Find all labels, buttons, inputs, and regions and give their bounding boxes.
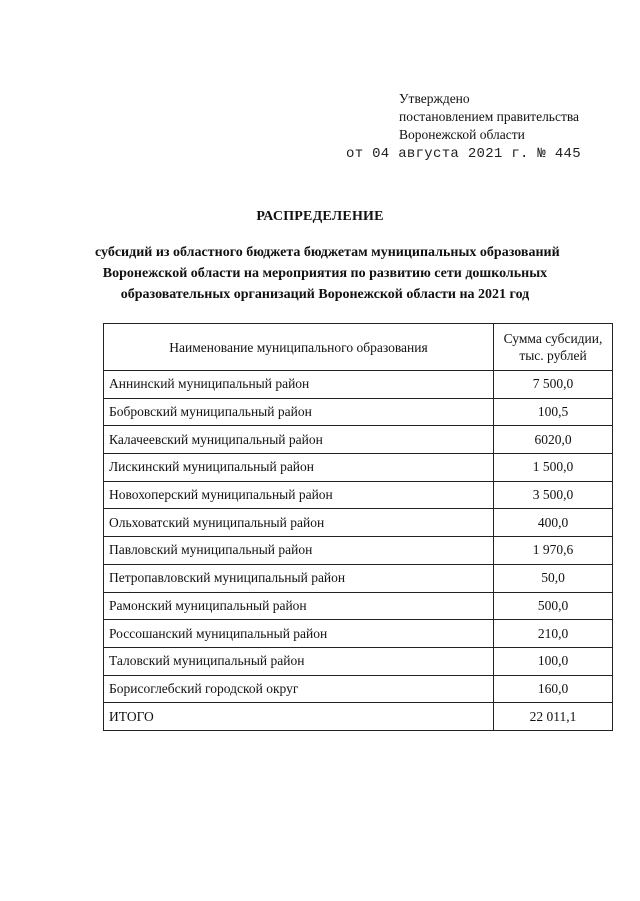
municipality-name: Таловский муниципальный район — [104, 647, 494, 675]
table-row — [104, 564, 613, 592]
municipality-name: Калачеевский муниципальный район — [104, 426, 494, 454]
table-row — [104, 592, 613, 620]
municipality-name: Петропавловский муниципальный район — [104, 564, 494, 592]
subsidy-amount: 400,0 — [494, 509, 613, 537]
subtitle-line: образовательных организаций Воронежской области на 2021 год — [120, 287, 530, 302]
municipality-name: Новохоперский муниципальный район — [104, 481, 494, 509]
municipality-name: Бобровский муниципальный район — [104, 398, 494, 426]
table-row — [104, 509, 613, 537]
approval-line: Утверждено — [399, 91, 470, 106]
municipality-name: Борисоглебский городской округ — [104, 675, 494, 703]
subsidy-amount: 7 500,0 — [494, 371, 613, 399]
subtitle-line: Воронежской области на мероприятия по развитию сети дошкольных — [102, 266, 548, 281]
subsidy-amount: 3 500,0 — [494, 481, 613, 509]
header-name: Наименование муниципального образования — [104, 324, 494, 371]
table-row — [104, 398, 613, 426]
table-row — [104, 371, 613, 399]
subsidy-amount: 100,0 — [494, 647, 613, 675]
table-row — [104, 537, 613, 565]
approval-block — [399, 90, 579, 144]
subsidy-amount: 210,0 — [494, 620, 613, 648]
municipality-name: Россошанский муниципальный район — [104, 620, 494, 648]
document-title: РАСПРЕДЕЛЕНИЕ — [256, 209, 384, 224]
table-row — [104, 426, 613, 454]
municipality-name: Аннинский муниципальный район — [104, 371, 494, 399]
table-row — [104, 454, 613, 482]
total-amount: 22 011,1 — [494, 703, 613, 731]
subsidy-amount: 1 970,6 — [494, 537, 613, 565]
table-row — [104, 481, 613, 509]
subsidy-amount: 500,0 — [494, 592, 613, 620]
table-row — [104, 620, 613, 648]
municipality-name: Рамонский муниципальный район — [104, 592, 494, 620]
header-amount-line: тыс. рублей — [519, 348, 587, 363]
table-row — [104, 675, 613, 703]
subsidy-amount: 6020,0 — [494, 426, 613, 454]
municipality-name: Ольховатский муниципальный район — [104, 509, 494, 537]
total-label: ИТОГО — [104, 703, 494, 731]
header-amount — [494, 324, 613, 371]
approval-line: постановлением правительства — [399, 109, 580, 124]
subsidy-amount: 50,0 — [494, 564, 613, 592]
subtitle-line: субсидий из областного бюджета бюджетам муниципальных образований — [95, 245, 560, 260]
municipality-name: Лискинский муниципальный район — [104, 454, 494, 482]
subsidy-amount: 1 500,0 — [494, 454, 613, 482]
decree-stamp: от 04 августа 2021 г. № 445 — [346, 146, 581, 162]
table-total-row — [104, 703, 613, 731]
subsidy-amount: 100,5 — [494, 398, 613, 426]
table-row — [104, 647, 613, 675]
document-subtitle — [95, 242, 560, 305]
municipality-name: Павловский муниципальный район — [104, 537, 494, 565]
table-header-row — [104, 324, 613, 371]
header-amount-line: Сумма субсидии, — [503, 331, 603, 346]
distribution-table — [103, 323, 613, 731]
approval-line: Воронежской области — [399, 127, 525, 142]
subsidy-amount: 160,0 — [494, 675, 613, 703]
